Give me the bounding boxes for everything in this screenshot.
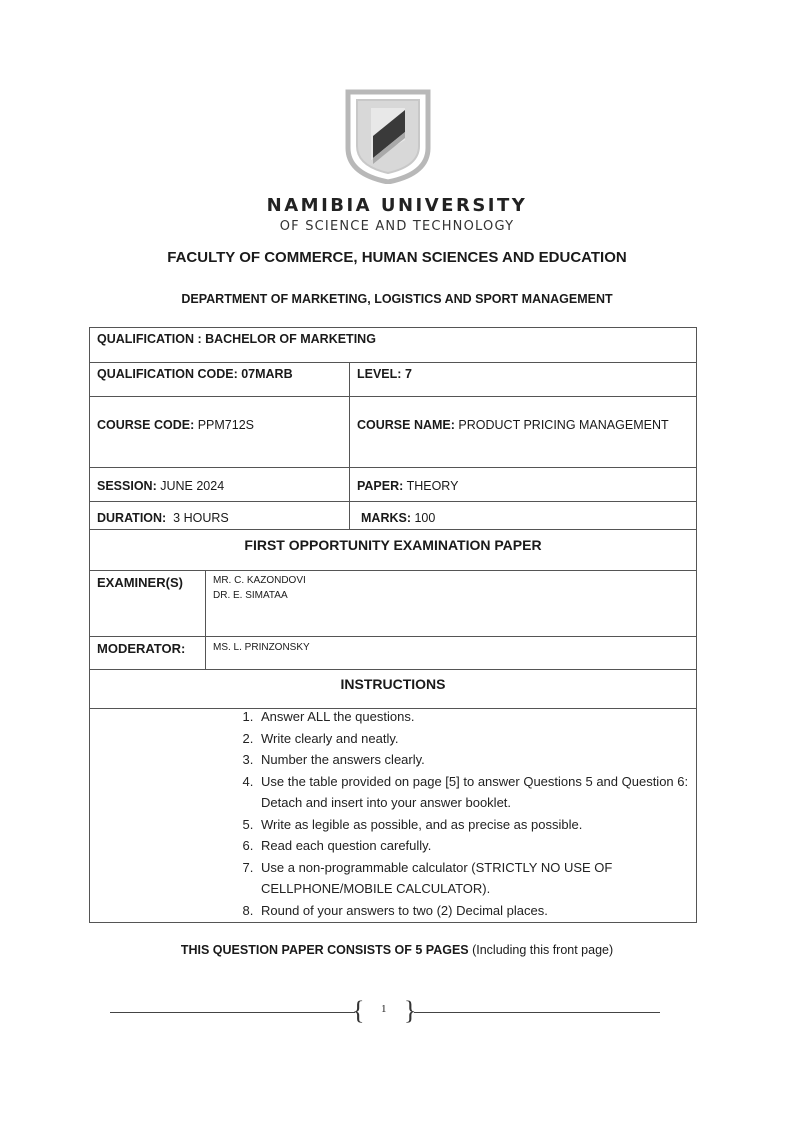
instruction-item: 6. Read each question carefully. (257, 835, 697, 857)
examiner-name: MR. C. KAZONDOVI (213, 575, 306, 586)
instruction-item: 5. Write as legible as possible, and as precise as possible. (257, 814, 697, 836)
course-name: COURSE NAME: PRODUCT PRICING MANAGEMENT (357, 418, 669, 432)
moderator-name: MS. L. PRINZONSKY (213, 642, 310, 653)
instruction-item: 8. Round of your answers to two (2) Decimal places. (257, 900, 697, 922)
duration: DURATION: 3 HOURS (97, 511, 229, 525)
level: LEVEL: 7 (357, 367, 412, 381)
examiner-name: DR. E. SIMATAA (213, 590, 288, 601)
university-subtitle: OF SCIENCE AND TECHNOLOGY (279, 219, 515, 234)
right-brace: } (404, 996, 417, 1025)
faculty-title: FACULTY OF COMMERCE, HUMAN SCIENCES AND EDUCATION (167, 249, 627, 266)
instruction-item: 7. Use a non-programmable calculator (STRICTLY NO USE OF CELLPHONE/MOBILE CALCULATOR). (257, 857, 697, 900)
university-name: NAMIBIA UNIVERSITY (266, 195, 528, 216)
qualification-label: QUALIFICATION : BACHELOR OF MARKETING (97, 332, 376, 346)
left-brace: { (352, 996, 365, 1025)
paper: PAPER: THEORY (357, 479, 459, 493)
examiners-label: EXAMINER(S) (97, 575, 183, 590)
instruction-item: 4. Use the table provided on page [5] to answer Questions 5 and Question 6: Detach and insert into your answer booklet. (257, 771, 697, 814)
university-logo (343, 88, 433, 184)
page-number: 1 (381, 1003, 387, 1015)
session: SESSION: JUNE 2024 (97, 479, 225, 493)
moderator-label: MODERATOR: (97, 641, 186, 656)
department-title: DEPARTMENT OF MARKETING, LOGISTICS AND SPORT MANAGEMENT (181, 292, 613, 306)
instruction-item: 3. Number the answers clearly. (257, 749, 697, 771)
instructions-title: INSTRUCTIONS (340, 676, 446, 692)
instruction-item: 2. Write clearly and neatly. (257, 728, 697, 750)
pages-note: THIS QUESTION PAPER CONSISTS OF 5 PAGES (Including this front page) (180, 943, 614, 957)
instruction-item: 1. Answer ALL the questions. (257, 706, 697, 728)
instructions-list (230, 706, 697, 921)
exam-title: FIRST OPPORTUNITY EXAMINATION PAPER (244, 537, 542, 553)
examiner-names (213, 573, 306, 603)
course-code: COURSE CODE: PPM712S (97, 418, 254, 432)
qualification-code: QUALIFICATION CODE: 07MARB (97, 367, 293, 381)
marks: MARKS: 100 (361, 511, 436, 525)
